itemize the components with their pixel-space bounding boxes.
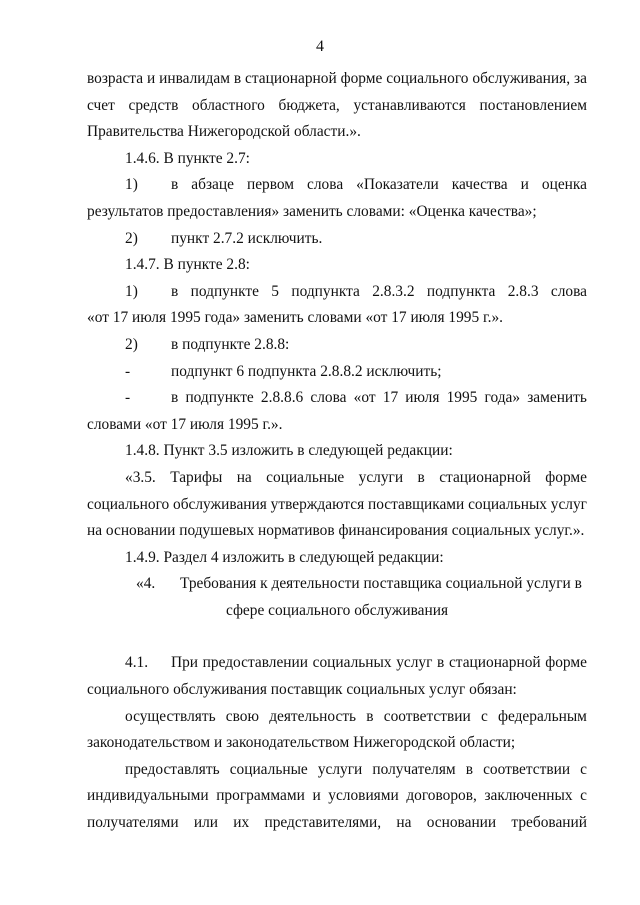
word: При [171,654,199,672]
word: заключенных [484,787,573,805]
word: абзаце [191,176,234,194]
word: областного [192,96,265,114]
word: форме [545,654,587,672]
word: стационарной [448,654,541,672]
list-item-text [171,172,587,199]
list-marker: 2) [125,335,138,353]
word: подпункте [190,282,259,300]
word: 5 [271,282,279,300]
word: с [580,787,587,805]
word: социального [386,70,469,87]
text-line: результатов предоставления» заменить словами: «Оценка качества»; [87,202,537,220]
list-item [87,359,587,386]
text-line [87,93,587,120]
word: года» [484,389,521,407]
numbered-paragraph [87,650,587,677]
text-line: на основании подушевых нормативов финансирования социальных услуг.». [87,522,585,540]
section-title [87,571,587,598]
word: деятельность [269,707,357,725]
section-number: «4. [136,575,156,593]
text-line: Правительства Нижегородской области.». [87,123,361,141]
word: стационарной [245,70,337,87]
word: постановлением [479,96,587,114]
word: и [146,70,156,87]
text-line [87,757,587,784]
word: и [520,176,529,194]
word: предоставлять [125,760,220,778]
word: слова [550,282,587,300]
word: подпункте [185,389,254,407]
word: представителями, [264,814,382,832]
word: осуществлять [125,707,216,725]
word: слова [310,389,347,407]
word: с [580,760,587,778]
word: их [233,814,250,832]
word: с [480,707,488,725]
document-body [87,66,587,837]
dash-marker: - [125,362,131,380]
word: предоставлении [202,654,309,672]
text-line: «от 17 июля 1995 года» заменить словами «от 17 июля 1995 г.». [87,309,503,327]
word: поставщиками [367,495,465,513]
word: первом [246,176,295,194]
word: в [465,760,474,778]
text-line [87,465,587,492]
word: 17 [382,389,399,407]
word: услуги [358,468,404,486]
list-item-text: подпункт 6 подпункта 2.8.8.2 исключить; [171,362,442,380]
word: слова [307,176,344,194]
dash-marker: - [125,389,131,407]
text-line: социального обслуживания поставщик социальных услуг обязан: [87,681,517,699]
word: соответствии [383,707,471,725]
list-item [87,172,587,199]
list-item [87,279,587,306]
list-item [87,385,587,412]
word: и [312,787,321,805]
word: в [171,282,179,300]
word: 2.8.8.6 [260,389,304,407]
word: на [236,468,252,486]
subsection-heading: 1.4.8. Пункт 3.5 изложить в следующей редакции: [125,442,453,460]
word: индивидуальными [87,787,209,805]
paragraph-text [171,650,587,677]
word: обслуживания [173,495,267,513]
list-item-text [171,279,587,306]
section-title-text: Требования к деятельности поставщика социальной услуги в [180,575,582,593]
word: форме [545,468,587,486]
paragraph-number: 4.1. [125,654,149,672]
subsection-heading: 1.4.7. В пункте 2.8: [125,256,250,274]
word: или [193,814,218,832]
word: в [171,176,179,194]
text-line [87,492,587,519]
word: в [233,70,242,87]
list-marker: 2) [125,229,138,247]
subsection-heading: 1.4.9. Раздел 4 изложить в следующей редакции: [125,548,444,566]
section-title-continuation: сфере социального обслуживания [225,601,449,619]
word: утверждаются [270,495,365,513]
word: услуги [317,760,363,778]
word: в [171,389,179,407]
word: в [417,468,425,486]
word: соответствии [483,760,571,778]
list-item [87,226,587,253]
word: средств [128,96,179,114]
word: требований [511,814,587,832]
page-number: 4 [316,38,324,55]
word: на [396,814,412,832]
word: устанавливаются [353,96,466,114]
word: договоров, [406,787,477,805]
word: социальных [468,495,547,513]
word: основании [426,814,497,832]
word: социальные [266,468,345,486]
word: 2.8.3.2 [372,282,415,300]
spacer [87,624,587,650]
word: в [437,654,445,672]
word: возраста [87,70,144,87]
word: оценка [541,176,587,194]
text-line [87,810,587,837]
word: подпункта [426,282,496,300]
word: «от [353,389,376,407]
word: федеральным [497,707,587,725]
word: свою [225,707,259,725]
word: услуг [550,495,587,513]
word: обслуживания, [472,70,571,87]
word: заменить [527,389,587,407]
word: получателями [87,814,179,832]
word: 1995 [446,389,478,407]
list-marker: 1) [125,176,138,194]
word: условиями [328,787,399,805]
word: форме [340,70,383,87]
word: инвалидам [159,70,230,87]
word: в [366,707,374,725]
word: подпункта [291,282,360,300]
word: получателям [372,760,456,778]
word: июля [405,389,440,407]
word: «3.5. [125,468,156,486]
word: услуг [396,654,433,672]
list-marker: 1) [125,282,138,300]
word: Тарифы [170,468,223,486]
word: за [573,70,587,87]
list-item-text: в подпункте 2.8.8: [171,335,290,353]
word: программами [216,787,305,805]
word: социальные [229,760,308,778]
word: «Показатели [356,176,439,194]
word: социальных [312,654,392,672]
word: социального [87,495,170,513]
text-line [87,66,587,93]
word: качества [451,176,508,194]
text-line [87,704,587,731]
list-item-text [171,385,587,412]
subsection-heading: 1.4.6. В пункте 2.7: [125,149,250,167]
word: 2.8.3 [507,282,539,300]
word: счет [87,96,115,114]
text-line: законодательством и законодательством Нижегородской области; [87,734,516,752]
list-item-text: пункт 2.7.2 исключить. [171,229,323,247]
list-item [87,332,587,359]
word: стационарной [439,468,531,486]
text-line [87,783,587,810]
word: бюджета, [278,96,340,114]
text-line: словами «от 17 июля 1995 г.». [87,415,283,433]
